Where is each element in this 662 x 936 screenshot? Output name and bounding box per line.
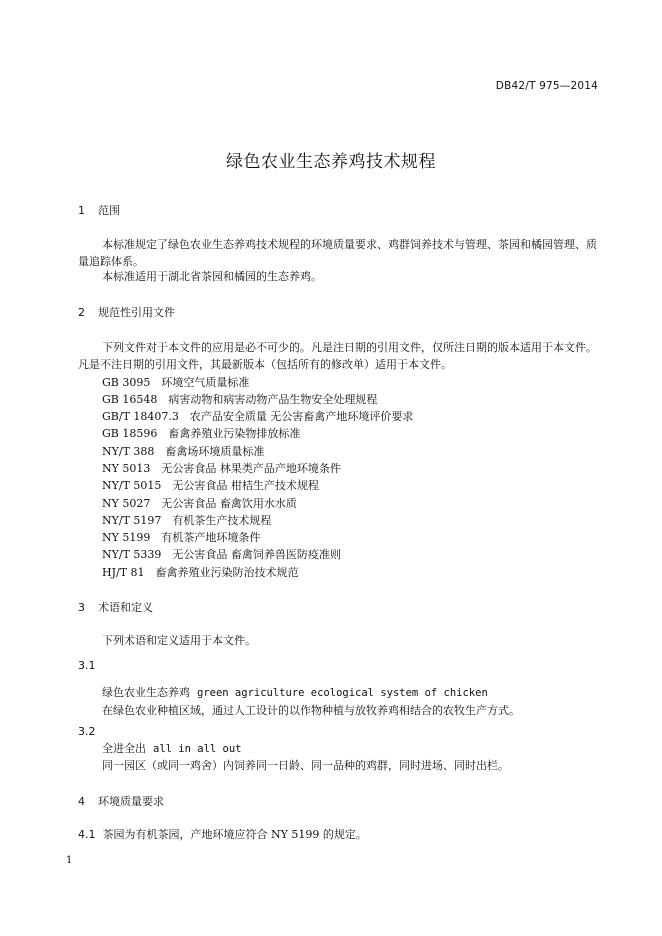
term-3-2-definition: 同一园区（或同一鸡舍）内饲养同一日龄、同一品种的鸡群，同时进场、同时出栏。 [102,759,509,772]
section-2-intro: 下列文件对于本文件的应用是必不可少的。凡是注日期的引用文件，仅所注日期的版本适用于本文件。凡是不注日期的引用文件，其最新版本（包括所有的修改单）适用于本文件。 [78,341,597,371]
term-3-1-number: 3.1 [78,659,96,672]
reference-item: NY 5027 无公害食品 畜禽饮用水水质 [102,497,297,510]
section-1-paragraph-1: 本标准规定了绿色农业生态养鸡技术规程的环境质量要求、鸡群饲养技术与管理、茶园和橘园管理、质量追踪体系。 [78,238,597,268]
term-3-1-definition: 在绿色农业种植区域，通过人工设计的以作物种植与放牧养鸡相结合的农牧生产方式。 [102,704,520,717]
reference-item: GB/T 18407.3 农产品安全质量 无公害畜禽产地环境评价要求 [102,410,414,423]
section-2-number: 2 [78,306,85,319]
term-3-1-english: green agriculture ecological system of chicken [197,687,488,699]
term-3-2-number: 3.2 [78,725,96,738]
term-3-2-term: 全进全出 [102,742,146,755]
reference-item: GB 3095 环境空气质量标准 [102,376,250,389]
term-3-2-english: all in all out [153,743,242,755]
section-3-heading [78,599,153,615]
section-4-title: 环境质量要求 [98,795,164,808]
clause-4-1-text: 茶园为有机茶园，产地环境应符合 NY 5199 的规定。 [102,828,367,841]
clause-4-1 [78,826,367,843]
page-number: 1 [66,855,73,866]
section-1-number: 1 [78,204,85,217]
reference-item: HJ/T 81 畜禽养殖业污染防治技术规范 [102,566,299,579]
section-3-title: 术语和定义 [98,601,153,614]
section-2-heading [78,304,175,320]
standard-code: DB42/T 975—2014 [495,80,598,92]
section-3-number: 3 [78,601,85,614]
term-3-1-line [102,684,488,700]
reference-item: NY/T 5197 有机茶生产技术规程 [102,514,272,527]
section-4-number: 4 [78,795,85,808]
reference-item: NY/T 388 畜禽场环境质量标准 [102,445,265,458]
reference-item: GB 16548 病害动物和病害动物产品生物安全处理规程 [102,393,378,406]
section-2-title: 规范性引用文件 [98,306,175,319]
reference-item: GB 18596 畜禽养殖业污染物排放标准 [102,427,301,440]
reference-item: NY 5013 无公害食品 林果类产品产地环境条件 [102,462,341,475]
section-1-heading [78,202,120,218]
reference-item: NY/T 5015 无公害食品 柑桔生产技术规程 [102,479,319,492]
term-3-1-term: 绿色农业生态养鸡 [102,686,190,699]
term-3-2-line [102,740,242,756]
section-3-intro: 下列术语和定义适用于本文件。 [102,634,256,647]
section-1-title: 范围 [98,204,120,217]
section-1-paragraph-2: 本标准适用于湖北省茶园和橘园的生态养鸡。 [102,270,322,283]
reference-item: NY/T 5339 无公害食品 畜禽饲养兽医防疫准则 [102,548,341,561]
clause-4-1-number: 4.1 [78,828,96,841]
section-4-heading [78,793,164,809]
reference-item: NY 5199 有机茶产地环境条件 [102,531,261,544]
document-title: 绿色农业生态养鸡技术规程 [226,152,436,172]
